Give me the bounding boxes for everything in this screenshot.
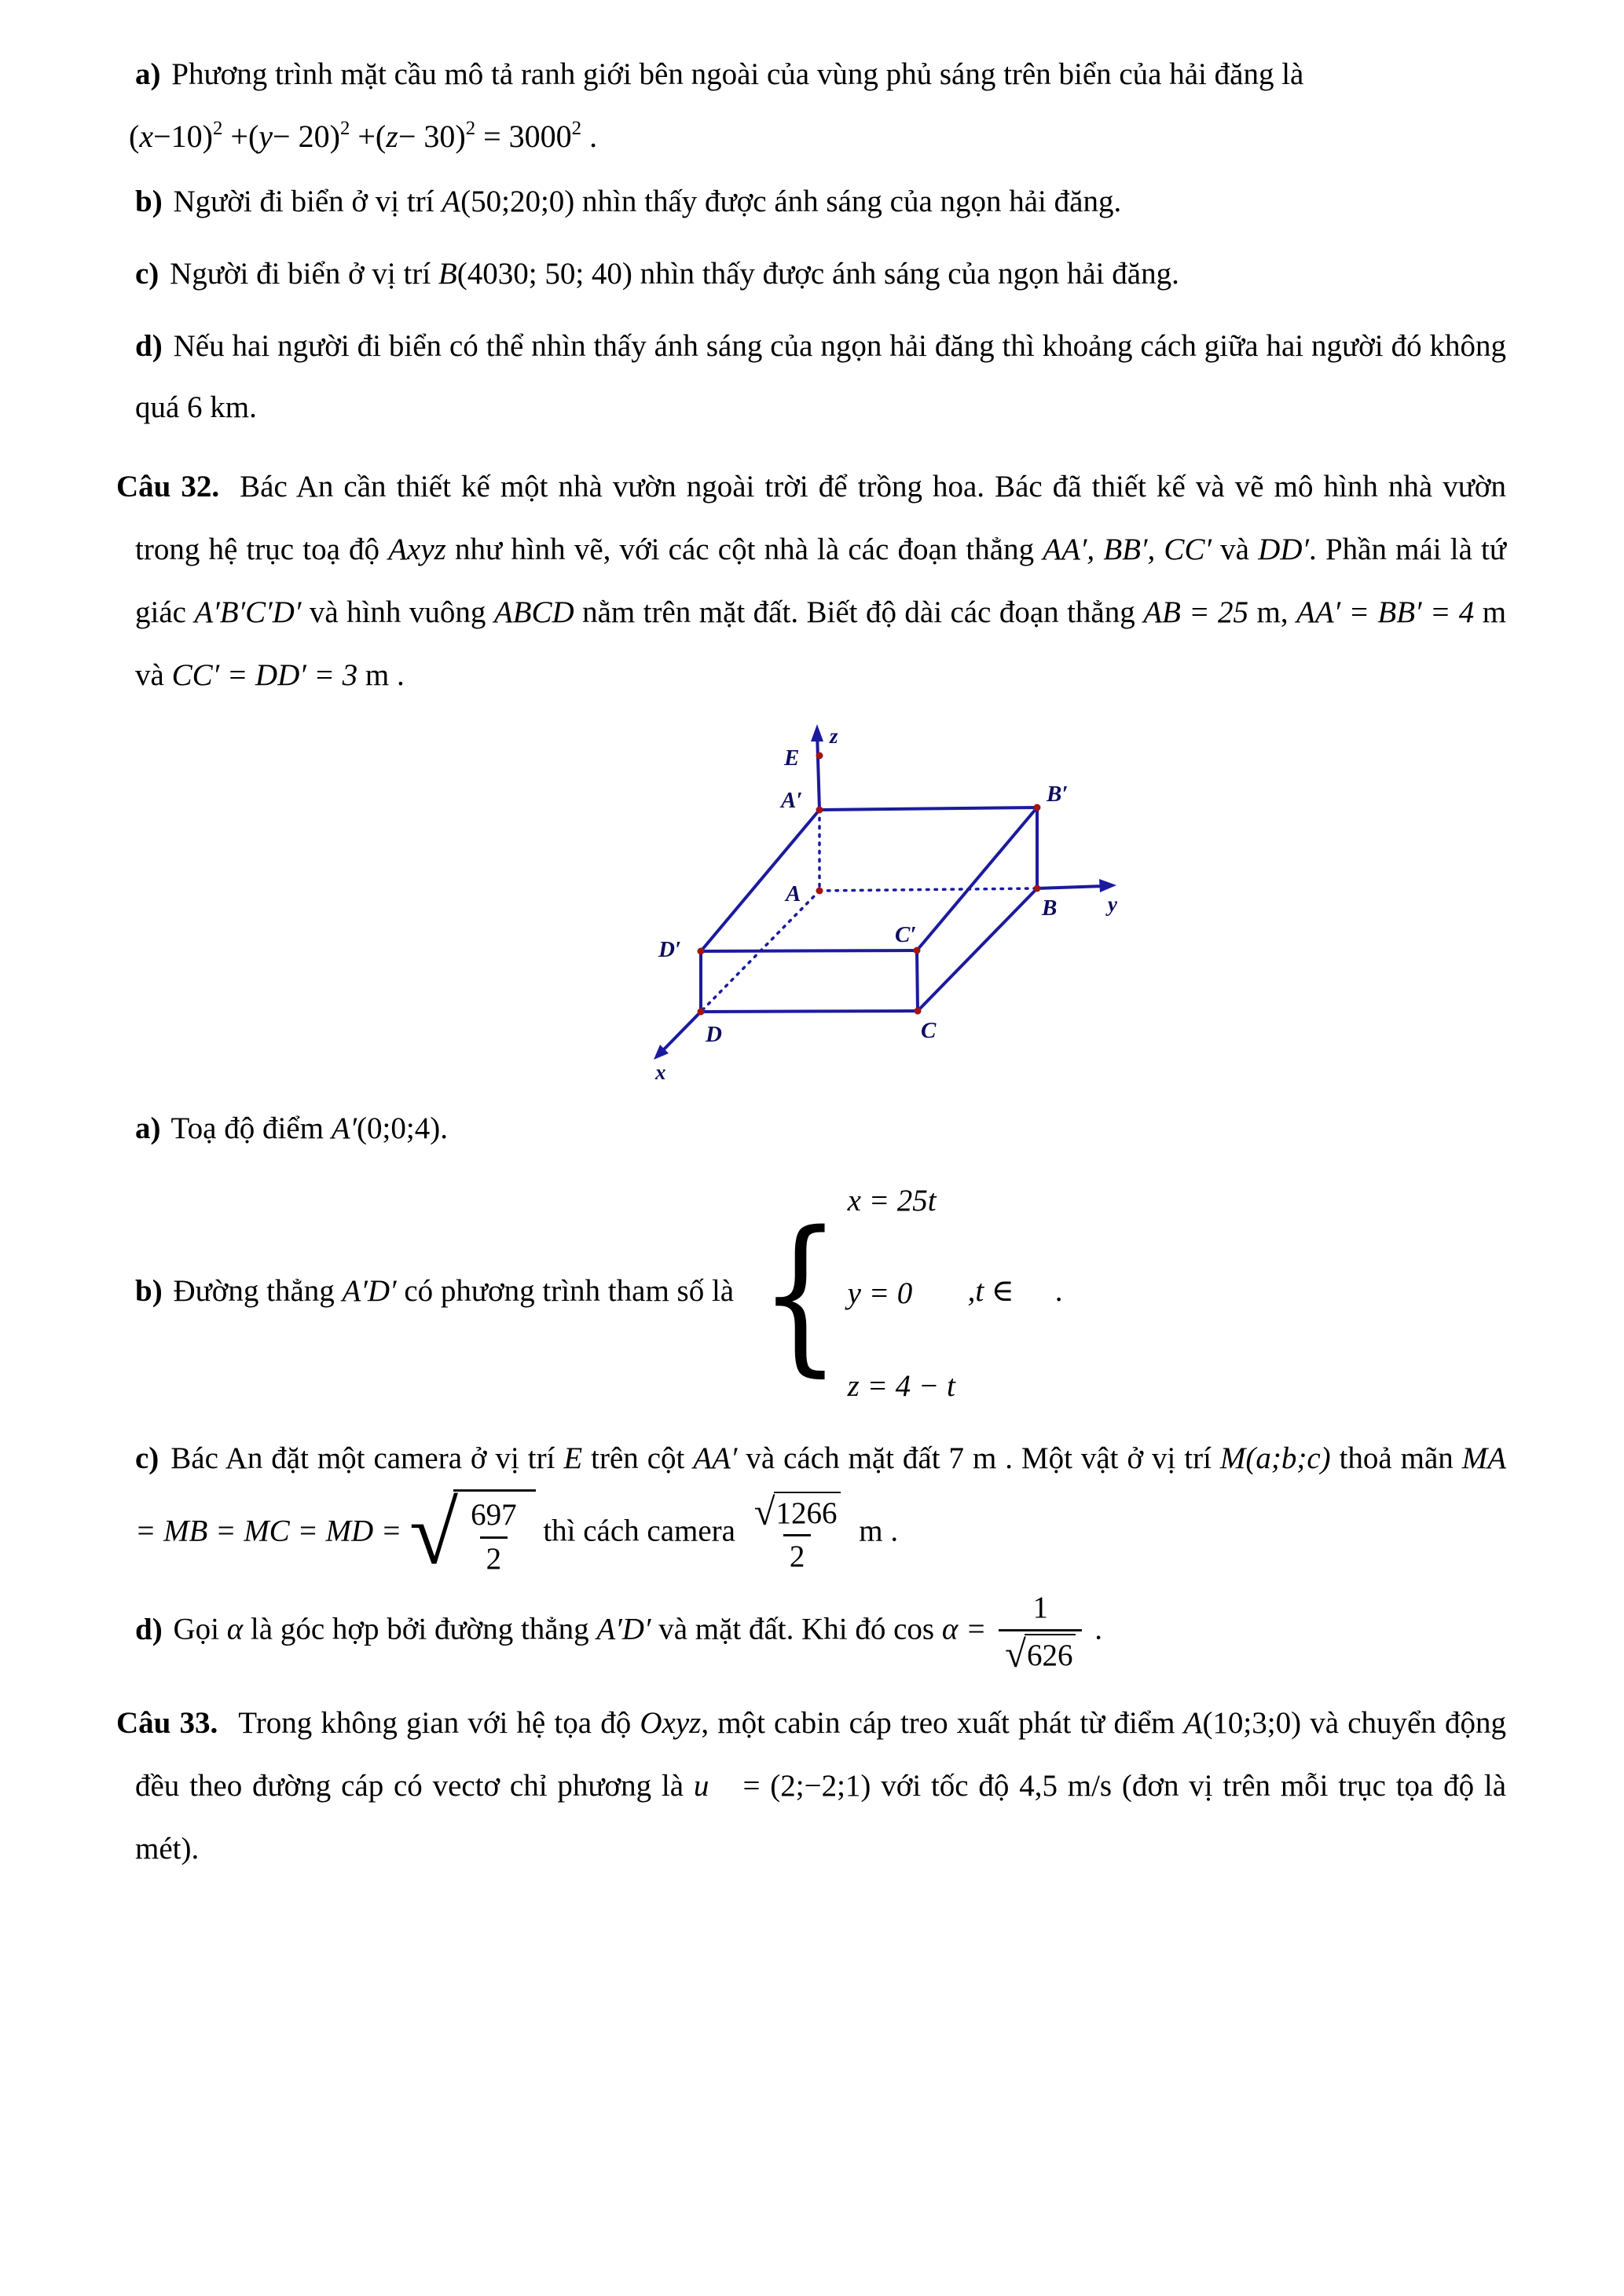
q32-item-c (116, 1428, 1507, 1583)
vertex-dot-c (915, 1007, 922, 1014)
label-d: D (706, 1021, 722, 1047)
system-line-x: x = 25t (847, 1183, 937, 1218)
item-b-label: b) (135, 185, 163, 218)
q31-b-post: nhìn thấy được ánh sáng của ngọn hải đăng. (582, 185, 1122, 218)
edge-a-b-dotted (819, 888, 1037, 891)
eq-fragment: x (139, 119, 154, 154)
vertex-dot-cprime (914, 947, 921, 954)
fraction-denominator (999, 1629, 1082, 1675)
q33-text: với tốc độ (881, 1769, 1010, 1803)
item-d-label: d) (135, 1612, 163, 1646)
fraction-numerator: 1 (1032, 1591, 1049, 1625)
system-line-y: y = 0 (847, 1276, 913, 1310)
eq-exponent: 2 (571, 118, 582, 139)
figure-labels (654, 724, 1118, 1084)
q32-intro-text: m, (1256, 595, 1289, 629)
q31-item-b (116, 171, 1506, 233)
point-a: A (1183, 1706, 1203, 1741)
vertex-dot-e (816, 752, 823, 759)
q32-b-post: ,t ∈ (967, 1273, 1014, 1308)
edge-dprime-cprime (701, 950, 917, 951)
q33-text: (đơn vị trên mỗi trục tọa độ là mét). (135, 1769, 1507, 1866)
label-z-axis: z (830, 723, 838, 748)
vector-u: u⃗ (693, 1769, 733, 1803)
q31-sphere-equation (116, 113, 1506, 160)
fraction-numerator (748, 1491, 847, 1534)
q32-intro-text: . Phần mái là tứ giác (135, 532, 1507, 629)
math-ab-length: AB = 25 (1143, 595, 1249, 629)
q32-d-text: là góc hợp bởi đường thẳng (250, 1612, 589, 1646)
math-columns: AA′, BB′, CC′ (1043, 532, 1212, 566)
radicand: 626 (1025, 1634, 1076, 1675)
q32-d-end: . (1094, 1612, 1102, 1646)
q32-intro-text: và (1220, 532, 1249, 566)
point-a: A (442, 185, 461, 218)
q32-c-text: . Một vật ở vị trí (1005, 1441, 1212, 1475)
q32-intro-text: Bác An cần thiết kế một nhà vườn ngoài trời để trồng hoa. Bác đã thiết kế và vẽ mô hình nhà vườn trong hệ trục toạ độ (135, 470, 1507, 566)
eq-exponent: 2 (465, 118, 476, 139)
q31-c-post: nhìn thấy được ánh sáng của ngọn hải đăng. (640, 257, 1179, 291)
angle-alpha: α (226, 1612, 244, 1646)
q31-a-text: Phương trình mặt cầu mô tả ranh giới bên ngoài của vùng phủ sáng trên biển của hải đăng là (171, 57, 1304, 91)
label-a-prime: A′ (781, 787, 803, 813)
sqrt-626: √ 626 (1005, 1634, 1076, 1675)
item-c-label: c) (135, 257, 159, 291)
q32-c-text: trên cột (591, 1441, 685, 1475)
q31-item-a (116, 44, 1506, 105)
eq-fragment: − 20) (273, 119, 340, 154)
q32-intro-text: và hình vuông (309, 595, 486, 629)
eq-fragment: +( (230, 119, 259, 154)
label-c-prime: C′ (895, 921, 917, 947)
point-b-coords: (4030; 50; 40) (456, 257, 632, 291)
parametric-system: { x = 25t y = 0 z = 4 − t (746, 1170, 955, 1417)
line-a-prime-d-prime: A′D′ (342, 1273, 397, 1308)
math-roof: A′B′C′D′ (194, 595, 302, 629)
height-7m: 7 m (948, 1441, 997, 1475)
eq-fragment: . (589, 119, 598, 154)
q32-intro-text: nằm trên mặt đất. Biết độ dài các đoạn thẳng (582, 595, 1135, 629)
question-33 (116, 1692, 1506, 1880)
column-aa-prime: AA′ (693, 1441, 738, 1475)
eq-fragment: +( (357, 119, 387, 154)
vector-u-value: = (2;−2;1) (742, 1769, 871, 1803)
q33-text: và chuyển động đều theo đường cáp có vectơ chỉ phương là (135, 1706, 1506, 1803)
eq-fragment: z (386, 119, 398, 154)
label-b: B (1042, 895, 1058, 921)
q32-c-text: thì cách camera (543, 1514, 735, 1548)
edge-b-c (918, 888, 1037, 1011)
label-y-axis: y (1108, 892, 1117, 916)
item-d-label: d) (135, 329, 163, 363)
q33-number: Câu 33. (116, 1706, 218, 1741)
cos-alpha-equals: α = (941, 1612, 987, 1646)
q32-b-end: . (1054, 1273, 1063, 1308)
solid-edges (662, 732, 1105, 1052)
axis-z-arrow (811, 724, 823, 742)
math-axyz: Axyz (388, 532, 446, 566)
math-oxyz: Oxyz (640, 1706, 702, 1741)
eq-fragment: y (258, 119, 273, 154)
q31-item-d (116, 316, 1506, 438)
q32-c-text: và cách mặt đất (746, 1441, 940, 1475)
point-a-coords: (10;3;0) (1202, 1706, 1302, 1741)
label-e: E (784, 745, 800, 771)
axis-z-line (817, 732, 819, 810)
radicand (453, 1489, 536, 1579)
edge-cprime-c (917, 950, 918, 1011)
system-line-z: z = 4 − t (847, 1368, 955, 1403)
label-a: A (786, 881, 801, 906)
axis-arrowheads (654, 724, 1116, 1060)
q32-a-pre: Toạ độ điểm (170, 1111, 324, 1145)
question-32 (116, 456, 1506, 1675)
q32-item-a (116, 1098, 1506, 1159)
item-b-label: b) (135, 1273, 163, 1308)
point-e: E (563, 1441, 583, 1475)
item-a-label: a) (135, 1111, 161, 1145)
axis-y-arrow (1099, 879, 1116, 892)
vertex-dot-d (698, 1008, 705, 1015)
fraction-numerator: 697 (471, 1497, 517, 1532)
q31-d-text: Nếu hai người đi biển có thể nhìn thấy ánh sáng của ngọn hải đăng thì khoảng cách giữa hai người đó không quá 6 km. (135, 329, 1506, 424)
q32-intro-text: m . (365, 657, 405, 692)
eq-fragment: ( (129, 119, 140, 154)
math-abcd: ABCD (493, 595, 574, 629)
line-a-prime-d-prime: A′D′ (596, 1612, 651, 1646)
label-c: C (921, 1017, 937, 1043)
eq-fragment: = 3000 (483, 119, 572, 154)
math-ccdd-length: CC′ = DD′ = 3 (171, 657, 358, 692)
label-x-axis: x (655, 1060, 666, 1084)
house-diagram (116, 712, 1506, 1087)
distance-equalities: MA = MB = MC = MD = (135, 1441, 1507, 1548)
vertex-dots (698, 752, 1041, 1015)
fraction-1-sqrt626 (999, 1589, 1082, 1675)
point-a-prime-coords: (0;0;4) (357, 1111, 441, 1145)
axis-y-line (1037, 886, 1105, 888)
vertex-dot-a (816, 887, 823, 894)
fraction-denominator: 2 (783, 1534, 812, 1576)
point-m-coords: (a;b;c) (1245, 1441, 1331, 1475)
q32-a-end: . (440, 1111, 448, 1145)
q33-intro (116, 1692, 1506, 1880)
point-m: M (1219, 1441, 1246, 1475)
q32-c-end: m . (859, 1514, 899, 1548)
edge-d-c (701, 1011, 918, 1012)
q32-item-b (116, 1170, 1506, 1417)
fraction-denominator: 2 (480, 1536, 508, 1579)
edge-bprime-cprime (917, 807, 1037, 950)
eq-fragment: − 30) (398, 119, 466, 154)
q32-number: Câu 32. (116, 470, 220, 504)
q32-c-text: thoả mãn (1339, 1441, 1454, 1475)
radicand: 1266 (774, 1492, 841, 1533)
vertex-dot-b (1034, 884, 1041, 892)
point-a-coords: (50;20;0) (460, 185, 575, 218)
q32-c-text: Bác An đặt một camera ở vị trí (170, 1441, 555, 1475)
hidden-edges (701, 810, 1037, 1012)
label-b-prime: B′ (1047, 781, 1069, 807)
edge-aprime-dprime (701, 810, 819, 951)
q31-c-pre: Người đi biển ở vị trí (170, 257, 431, 291)
q31-item-c (116, 244, 1506, 305)
eq-exponent: 2 (339, 118, 350, 139)
vertex-dot-aprime (816, 806, 823, 813)
fraction-697-2 (464, 1496, 523, 1579)
q33-text: Trong không gian với hệ tọa độ (238, 1706, 632, 1741)
house-diagram-svg (621, 712, 1124, 1087)
q32-b-pre: Đường thẳng (173, 1273, 335, 1308)
system-lines (848, 1170, 955, 1417)
q32-d-text: Gọi (173, 1612, 219, 1646)
q32-intro-text: m và (135, 595, 1507, 692)
q32-b-mid: có phương trình tham số là (404, 1273, 735, 1308)
sqrt-697-over-2: √ $\frac{697}{2}$ (409, 1489, 536, 1579)
point-b: B (438, 257, 457, 291)
q32-intro-text: như hình vẽ, với các cột nhà là các đoạn thẳng (455, 532, 1035, 566)
q32-d-text: và mặt đất. Khi đó cos (658, 1612, 935, 1646)
math-aabb-length: AA′ = BB′ = 4 (1296, 595, 1475, 629)
vertex-dot-bprime (1034, 804, 1041, 811)
point-a-prime: A′ (331, 1111, 357, 1145)
item-c-label: c) (135, 1441, 159, 1475)
math-dd: DD′ (1258, 532, 1310, 566)
item-a-label: a) (135, 57, 161, 91)
vertex-dot-dprime (698, 947, 705, 954)
q32-intro (116, 456, 1506, 707)
label-d-prime: D′ (658, 936, 682, 962)
sqrt-1266: √ 1266 (754, 1492, 841, 1533)
q31-b-pre: Người đi biển ở vị trí (173, 185, 434, 218)
axis-x-line (662, 1012, 701, 1052)
fraction-sqrt1266-2 (748, 1491, 847, 1576)
q32-item-d (116, 1589, 1506, 1675)
eq-exponent: 2 (212, 118, 223, 139)
eq-fragment: −10) (153, 119, 213, 154)
speed-value: 4,5 m/s (1019, 1769, 1113, 1803)
q33-text: , một cabin cáp treo xuất phát từ điểm (701, 1706, 1175, 1741)
edge-aprime-bprime (819, 807, 1037, 810)
